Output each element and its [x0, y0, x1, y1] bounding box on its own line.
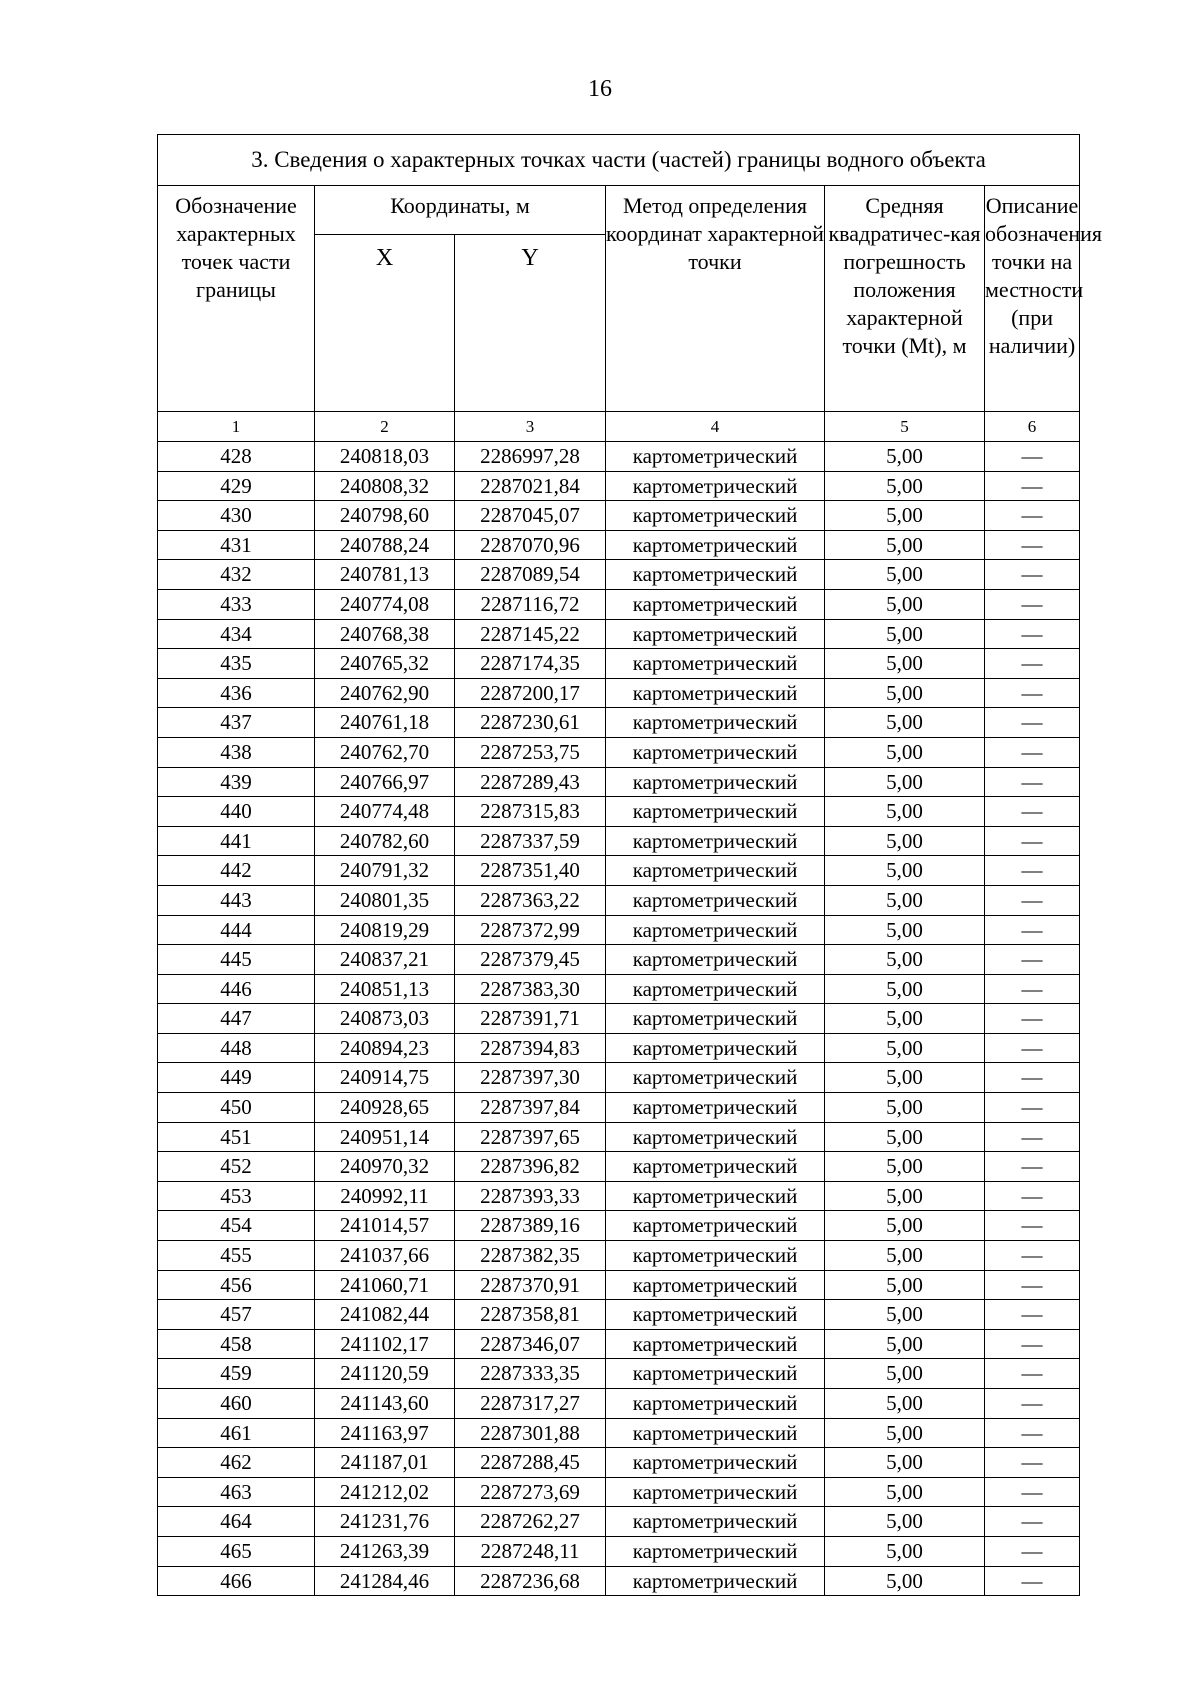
mt-cell: 5,00: [825, 1566, 985, 1596]
x-coordinate-cell: 241082,44: [315, 1300, 455, 1330]
description-cell: —: [985, 589, 1080, 619]
mt-cell: 5,00: [825, 471, 985, 501]
method-cell: картометрический: [606, 471, 825, 501]
point-number-cell: 457: [158, 1300, 315, 1330]
mt-cell: 5,00: [825, 974, 985, 1004]
y-coordinate-cell: 2287393,33: [455, 1181, 606, 1211]
method-cell: картометрический: [606, 1389, 825, 1419]
column-number: 3: [455, 412, 606, 442]
description-cell: —: [985, 1063, 1080, 1093]
method-cell: картометрический: [606, 1063, 825, 1093]
description-cell: —: [985, 560, 1080, 590]
description-cell: —: [985, 885, 1080, 915]
header-y: Y: [455, 235, 606, 412]
column-number: 6: [985, 412, 1080, 442]
point-number-cell: 446: [158, 974, 315, 1004]
method-cell: картометрический: [606, 1181, 825, 1211]
description-cell: —: [985, 1536, 1080, 1566]
table-row: [158, 1181, 1080, 1211]
point-number-cell: 454: [158, 1211, 315, 1241]
method-cell: картометрический: [606, 856, 825, 886]
x-coordinate-cell: 240765,32: [315, 649, 455, 679]
x-coordinate-cell: 241284,46: [315, 1566, 455, 1596]
method-cell: картометрический: [606, 1093, 825, 1123]
method-cell: картометрический: [606, 1507, 825, 1537]
table-row: [158, 767, 1080, 797]
point-number-cell: 441: [158, 826, 315, 856]
point-number-cell: 466: [158, 1566, 315, 1596]
description-cell: —: [985, 678, 1080, 708]
y-coordinate-cell: 2287262,27: [455, 1507, 606, 1537]
description-cell: —: [985, 737, 1080, 767]
point-number-cell: 458: [158, 1329, 315, 1359]
x-coordinate-cell: 240782,60: [315, 826, 455, 856]
description-cell: —: [985, 826, 1080, 856]
description-cell: —: [985, 915, 1080, 945]
y-coordinate-cell: 2287288,45: [455, 1448, 606, 1478]
header-point-designation: Обозначение характерных точек части границы: [158, 186, 315, 412]
point-number-cell: 435: [158, 649, 315, 679]
point-number-cell: 452: [158, 1152, 315, 1182]
point-number-cell: 460: [158, 1389, 315, 1419]
x-coordinate-cell: 241231,76: [315, 1507, 455, 1537]
mt-cell: 5,00: [825, 1448, 985, 1478]
table-row: [158, 797, 1080, 827]
mt-cell: 5,00: [825, 1004, 985, 1034]
method-cell: картометрический: [606, 1300, 825, 1330]
x-coordinate-cell: 241212,02: [315, 1477, 455, 1507]
y-coordinate-cell: 2287391,71: [455, 1004, 606, 1034]
mt-cell: 5,00: [825, 1389, 985, 1419]
x-coordinate-cell: 240781,13: [315, 560, 455, 590]
method-cell: картометрический: [606, 1033, 825, 1063]
mt-cell: 5,00: [825, 560, 985, 590]
method-cell: картометрический: [606, 1566, 825, 1596]
table-row: [158, 1507, 1080, 1537]
point-number-cell: 443: [158, 885, 315, 915]
column-number-row: [158, 412, 1080, 442]
x-coordinate-cell: 241102,17: [315, 1329, 455, 1359]
description-cell: —: [985, 856, 1080, 886]
point-number-cell: 437: [158, 708, 315, 738]
y-coordinate-cell: 2287317,27: [455, 1389, 606, 1419]
method-cell: картометрический: [606, 1536, 825, 1566]
description-cell: —: [985, 708, 1080, 738]
table-row: [158, 915, 1080, 945]
y-coordinate-cell: 2287273,69: [455, 1477, 606, 1507]
method-cell: картометрический: [606, 1152, 825, 1182]
point-number-cell: 432: [158, 560, 315, 590]
y-coordinate-cell: 2287372,99: [455, 915, 606, 945]
method-cell: картометрический: [606, 1359, 825, 1389]
table-row: [158, 1122, 1080, 1152]
y-coordinate-cell: 2287145,22: [455, 619, 606, 649]
method-cell: картометрический: [606, 1329, 825, 1359]
table-row: [158, 945, 1080, 975]
description-cell: —: [985, 1477, 1080, 1507]
method-cell: картометрический: [606, 501, 825, 531]
mt-cell: 5,00: [825, 1329, 985, 1359]
point-number-cell: 453: [158, 1181, 315, 1211]
x-coordinate-cell: 240819,29: [315, 915, 455, 945]
y-coordinate-cell: 2287021,84: [455, 471, 606, 501]
point-number-cell: 461: [158, 1418, 315, 1448]
x-coordinate-cell: 240808,32: [315, 471, 455, 501]
mt-cell: 5,00: [825, 1033, 985, 1063]
table-row: [158, 1152, 1080, 1182]
method-cell: картометрический: [606, 1448, 825, 1478]
point-number-cell: 448: [158, 1033, 315, 1063]
method-cell: картометрический: [606, 678, 825, 708]
x-coordinate-cell: 240762,70: [315, 737, 455, 767]
method-cell: картометрический: [606, 619, 825, 649]
y-coordinate-cell: 2287383,30: [455, 974, 606, 1004]
point-number-cell: 463: [158, 1477, 315, 1507]
x-coordinate-cell: 240761,18: [315, 708, 455, 738]
table-row: [158, 1300, 1080, 1330]
table-row: [158, 1329, 1080, 1359]
point-number-cell: 450: [158, 1093, 315, 1123]
description-cell: —: [985, 501, 1080, 531]
point-number-cell: 434: [158, 619, 315, 649]
x-coordinate-cell: 240951,14: [315, 1122, 455, 1152]
x-coordinate-cell: 240774,08: [315, 589, 455, 619]
method-cell: картометрический: [606, 737, 825, 767]
description-cell: —: [985, 1300, 1080, 1330]
point-number-cell: 445: [158, 945, 315, 975]
x-coordinate-cell: 241120,59: [315, 1359, 455, 1389]
point-number-cell: 447: [158, 1004, 315, 1034]
x-coordinate-cell: 241014,57: [315, 1211, 455, 1241]
y-coordinate-cell: 2287045,07: [455, 501, 606, 531]
method-cell: картометрический: [606, 589, 825, 619]
mt-cell: 5,00: [825, 442, 985, 472]
method-cell: картометрический: [606, 915, 825, 945]
method-cell: картометрический: [606, 530, 825, 560]
x-coordinate-cell: 241060,71: [315, 1270, 455, 1300]
x-coordinate-cell: 240873,03: [315, 1004, 455, 1034]
y-coordinate-cell: 2287394,83: [455, 1033, 606, 1063]
mt-cell: 5,00: [825, 1063, 985, 1093]
point-number-cell: 440: [158, 797, 315, 827]
x-coordinate-cell: 241037,66: [315, 1241, 455, 1271]
x-coordinate-cell: 241263,39: [315, 1536, 455, 1566]
mt-cell: 5,00: [825, 1152, 985, 1182]
mt-cell: 5,00: [825, 619, 985, 649]
table-row: [158, 501, 1080, 531]
point-number-cell: 465: [158, 1536, 315, 1566]
description-cell: —: [985, 1566, 1080, 1596]
table-row: [158, 1004, 1080, 1034]
mt-cell: 5,00: [825, 826, 985, 856]
method-cell: картометрический: [606, 885, 825, 915]
table-row: [158, 885, 1080, 915]
x-coordinate-cell: 240801,35: [315, 885, 455, 915]
mt-cell: 5,00: [825, 501, 985, 531]
y-coordinate-cell: 2287379,45: [455, 945, 606, 975]
table-row: [158, 1359, 1080, 1389]
description-cell: —: [985, 619, 1080, 649]
description-cell: —: [985, 1329, 1080, 1359]
description-cell: —: [985, 649, 1080, 679]
header-mean-square-error: Средняя квадратичес-кая погрешность положения характерной точки (Mt), м: [825, 186, 985, 412]
y-coordinate-cell: 2287248,11: [455, 1536, 606, 1566]
y-coordinate-cell: 2287337,59: [455, 826, 606, 856]
header-method: Метод определения координат характерной точки: [606, 186, 825, 412]
y-coordinate-cell: 2287346,07: [455, 1329, 606, 1359]
table-row: [158, 1093, 1080, 1123]
point-number-cell: 428: [158, 442, 315, 472]
x-coordinate-cell: 240837,21: [315, 945, 455, 975]
description-cell: —: [985, 1152, 1080, 1182]
description-cell: —: [985, 1389, 1080, 1419]
table-row: [158, 1033, 1080, 1063]
x-coordinate-cell: 240788,24: [315, 530, 455, 560]
method-cell: картометрический: [606, 649, 825, 679]
table-row: [158, 619, 1080, 649]
point-number-cell: 455: [158, 1241, 315, 1271]
table-row: [158, 442, 1080, 472]
x-coordinate-cell: 241187,01: [315, 1448, 455, 1478]
mt-cell: 5,00: [825, 1270, 985, 1300]
method-cell: картометрический: [606, 1211, 825, 1241]
method-cell: картометрический: [606, 974, 825, 1004]
y-coordinate-cell: 2287397,30: [455, 1063, 606, 1093]
point-number-cell: 430: [158, 501, 315, 531]
mt-cell: 5,00: [825, 678, 985, 708]
x-coordinate-cell: 240766,97: [315, 767, 455, 797]
x-coordinate-cell: 240970,32: [315, 1152, 455, 1182]
description-cell: —: [985, 1241, 1080, 1271]
y-coordinate-cell: 2287070,96: [455, 530, 606, 560]
mt-cell: 5,00: [825, 737, 985, 767]
table-row: [158, 826, 1080, 856]
mt-cell: 5,00: [825, 708, 985, 738]
table-row: [158, 1270, 1080, 1300]
y-coordinate-cell: 2287397,65: [455, 1122, 606, 1152]
y-coordinate-cell: 2287289,43: [455, 767, 606, 797]
method-cell: картометрический: [606, 1418, 825, 1448]
table-row: [158, 1211, 1080, 1241]
point-number-cell: 459: [158, 1359, 315, 1389]
x-coordinate-cell: 240818,03: [315, 442, 455, 472]
x-coordinate-cell: 240914,75: [315, 1063, 455, 1093]
table-row: [158, 1448, 1080, 1478]
method-cell: картометрический: [606, 797, 825, 827]
mt-cell: 5,00: [825, 530, 985, 560]
mt-cell: 5,00: [825, 1359, 985, 1389]
y-coordinate-cell: 2286997,28: [455, 442, 606, 472]
y-coordinate-cell: 2287370,91: [455, 1270, 606, 1300]
mt-cell: 5,00: [825, 1507, 985, 1537]
method-cell: картометрический: [606, 708, 825, 738]
table-row: [158, 737, 1080, 767]
header-coordinates: Координаты, м: [315, 186, 606, 235]
table-row: [158, 560, 1080, 590]
mt-cell: 5,00: [825, 1241, 985, 1271]
method-cell: картометрический: [606, 442, 825, 472]
boundary-points-table: [157, 134, 1103, 1596]
point-number-cell: 464: [158, 1507, 315, 1537]
table-row: [158, 1241, 1080, 1271]
x-coordinate-cell: 241143,60: [315, 1389, 455, 1419]
description-cell: —: [985, 767, 1080, 797]
table-row: [158, 856, 1080, 886]
mt-cell: 5,00: [825, 915, 985, 945]
x-coordinate-cell: 240768,38: [315, 619, 455, 649]
table-row: [158, 678, 1080, 708]
mt-cell: 5,00: [825, 1093, 985, 1123]
point-number-cell: 456: [158, 1270, 315, 1300]
method-cell: картометрический: [606, 1270, 825, 1300]
description-cell: —: [985, 1418, 1080, 1448]
description-cell: —: [985, 1033, 1080, 1063]
table-row: [158, 708, 1080, 738]
method-cell: картометрический: [606, 767, 825, 797]
table-row: [158, 1536, 1080, 1566]
description-cell: —: [985, 1181, 1080, 1211]
y-coordinate-cell: 2287200,17: [455, 678, 606, 708]
description-cell: —: [985, 974, 1080, 1004]
description-cell: —: [985, 1359, 1080, 1389]
y-coordinate-cell: 2287174,35: [455, 649, 606, 679]
mt-cell: 5,00: [825, 767, 985, 797]
description-cell: —: [985, 471, 1080, 501]
point-number-cell: 429: [158, 471, 315, 501]
y-coordinate-cell: 2287397,84: [455, 1093, 606, 1123]
x-coordinate-cell: 240762,90: [315, 678, 455, 708]
point-number-cell: 433: [158, 589, 315, 619]
table-row: [158, 471, 1080, 501]
header-x: X: [315, 235, 455, 412]
x-coordinate-cell: 240992,11: [315, 1181, 455, 1211]
column-number: 1: [158, 412, 315, 442]
method-cell: картометрический: [606, 1122, 825, 1152]
point-number-cell: 444: [158, 915, 315, 945]
y-coordinate-cell: 2287230,61: [455, 708, 606, 738]
point-number-cell: 451: [158, 1122, 315, 1152]
description-cell: —: [985, 1004, 1080, 1034]
description-cell: —: [985, 1270, 1080, 1300]
description-cell: —: [985, 1507, 1080, 1537]
mt-cell: 5,00: [825, 1300, 985, 1330]
point-number-cell: 442: [158, 856, 315, 886]
x-coordinate-cell: 240928,65: [315, 1093, 455, 1123]
mt-cell: 5,00: [825, 1477, 985, 1507]
mt-cell: 5,00: [825, 797, 985, 827]
mt-cell: 5,00: [825, 1418, 985, 1448]
method-cell: картометрический: [606, 1004, 825, 1034]
mt-cell: 5,00: [825, 856, 985, 886]
point-number-cell: 439: [158, 767, 315, 797]
x-coordinate-cell: 240791,32: [315, 856, 455, 886]
y-coordinate-cell: 2287089,54: [455, 560, 606, 590]
description-cell: —: [985, 1122, 1080, 1152]
description-cell: —: [985, 1448, 1080, 1478]
column-number: 2: [315, 412, 455, 442]
point-number-cell: 438: [158, 737, 315, 767]
description-cell: —: [985, 1211, 1080, 1241]
description-cell: —: [985, 1093, 1080, 1123]
y-coordinate-cell: 2287382,35: [455, 1241, 606, 1271]
description-cell: —: [985, 945, 1080, 975]
y-coordinate-cell: 2287301,88: [455, 1418, 606, 1448]
mt-cell: 5,00: [825, 1122, 985, 1152]
description-cell: —: [985, 530, 1080, 560]
x-coordinate-cell: 240774,48: [315, 797, 455, 827]
mt-cell: 5,00: [825, 885, 985, 915]
table-row: [158, 974, 1080, 1004]
mt-cell: 5,00: [825, 1536, 985, 1566]
header-description: Описание обозначения точки на местности (при наличии): [985, 186, 1080, 412]
point-number-cell: 449: [158, 1063, 315, 1093]
table-body: [158, 442, 1080, 1596]
point-number-cell: 436: [158, 678, 315, 708]
y-coordinate-cell: 2287358,81: [455, 1300, 606, 1330]
column-number: 5: [825, 412, 985, 442]
x-coordinate-cell: 241163,97: [315, 1418, 455, 1448]
table-title: 3. Сведения о характерных точках части (частей) границы водного объекта: [158, 135, 1080, 186]
mt-cell: 5,00: [825, 1181, 985, 1211]
mt-cell: 5,00: [825, 1211, 985, 1241]
x-coordinate-cell: 240851,13: [315, 974, 455, 1004]
table-row: [158, 649, 1080, 679]
y-coordinate-cell: 2287351,40: [455, 856, 606, 886]
method-cell: картометрический: [606, 826, 825, 856]
method-cell: картометрический: [606, 945, 825, 975]
y-coordinate-cell: 2287253,75: [455, 737, 606, 767]
description-cell: —: [985, 797, 1080, 827]
y-coordinate-cell: 2287396,82: [455, 1152, 606, 1182]
y-coordinate-cell: 2287116,72: [455, 589, 606, 619]
y-coordinate-cell: 2287389,16: [455, 1211, 606, 1241]
description-cell: —: [985, 442, 1080, 472]
x-coordinate-cell: 240798,60: [315, 501, 455, 531]
method-cell: картометрический: [606, 1241, 825, 1271]
point-number-cell: 462: [158, 1448, 315, 1478]
table-row: [158, 530, 1080, 560]
column-number: 4: [606, 412, 825, 442]
y-coordinate-cell: 2287236,68: [455, 1566, 606, 1596]
y-coordinate-cell: 2287333,35: [455, 1359, 606, 1389]
method-cell: картометрический: [606, 560, 825, 590]
method-cell: картометрический: [606, 1477, 825, 1507]
mt-cell: 5,00: [825, 945, 985, 975]
page-number: 16: [588, 76, 612, 102]
y-coordinate-cell: 2287315,83: [455, 797, 606, 827]
table-row: [158, 1477, 1080, 1507]
point-number-cell: 431: [158, 530, 315, 560]
mt-cell: 5,00: [825, 589, 985, 619]
table-row: [158, 1389, 1080, 1419]
table-row: [158, 1418, 1080, 1448]
x-coordinate-cell: 240894,23: [315, 1033, 455, 1063]
table-row: [158, 589, 1080, 619]
y-coordinate-cell: 2287363,22: [455, 885, 606, 915]
table-row: [158, 1566, 1080, 1596]
mt-cell: 5,00: [825, 649, 985, 679]
table-row: [158, 1063, 1080, 1093]
